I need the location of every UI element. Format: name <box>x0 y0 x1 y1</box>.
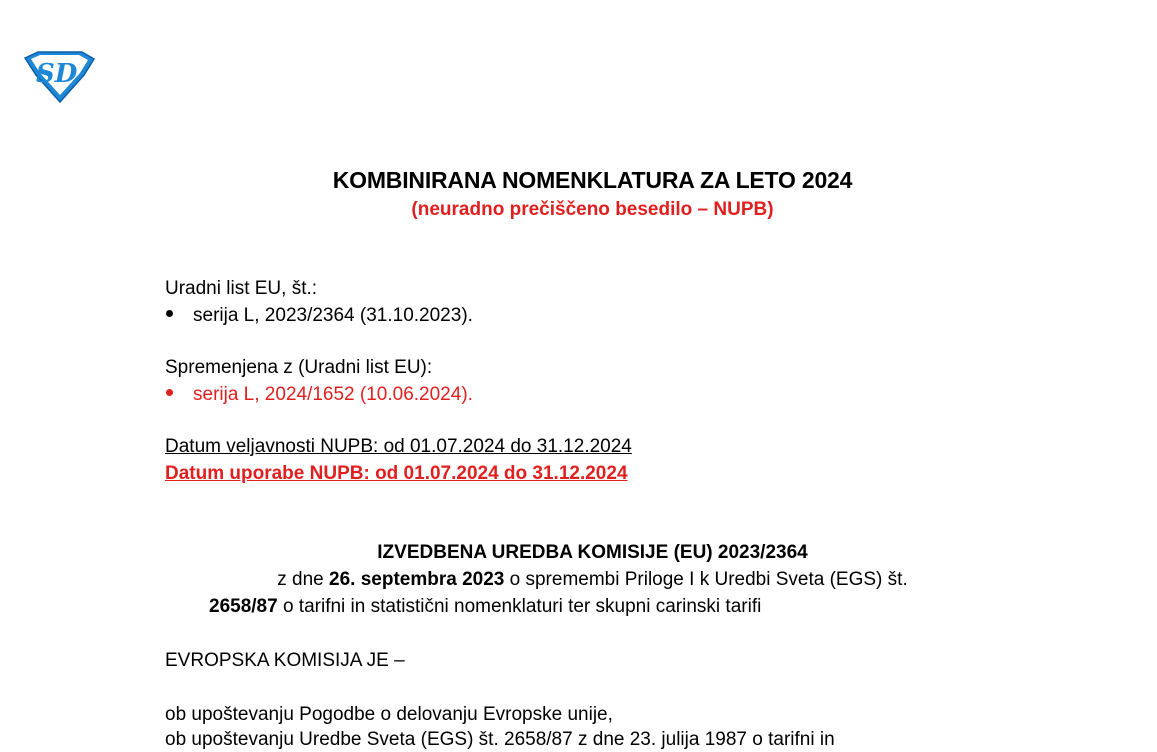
official-journal-label: Uradni list EU, št.: <box>165 278 318 299</box>
bullet-icon <box>166 389 173 396</box>
bullet-icon <box>166 310 173 317</box>
amended-item: serija L, 2024/1652 (10.06.2024). <box>165 383 473 407</box>
regulation-date-line: z dne 26. septembra 2023 o spremembi Priloge I k Uredbi Sveta (EGS) št. <box>277 569 908 590</box>
amended-label: Spremenjena z (Uradni list EU): <box>165 357 433 378</box>
regulation-title: IZVEDBENA UREDBA KOMISIJE (EU) 2023/2364 <box>377 542 808 563</box>
document-title: KOMBINIRANA NOMENKLATURA ZA LETO 2024 <box>332 167 853 193</box>
recital-1: ob upoštevanju Pogodbe o delovanju Evropske unije, <box>165 704 613 725</box>
validity-date: Datum veljavnosti NUPB: od 01.07.2024 do 31.12.2024 <box>165 436 632 457</box>
regulation-subject-line: 2658/87 o tarifni in statistični nomenklaturi ter skupni carinski tarifi <box>209 596 762 617</box>
svg-text:SD: SD <box>36 59 78 89</box>
document-subtitle: (neuradno prečiščeno besedilo – NUPB) <box>411 199 774 220</box>
official-journal-item: serija L, 2023/2364 (31.10.2023). <box>165 304 473 328</box>
commission-line: EVROPSKA KOMISIJA JE – <box>165 650 405 671</box>
recital-2: ob upoštevanju Uredbe Sveta (EGS) št. 2658/87 z dne 23. julija 1987 o tarifni in <box>165 729 835 750</box>
sd-shield-logo-icon <box>22 49 96 103</box>
use-date: Datum uporabe NUPB: od 01.07.2024 do 31.12.2024 <box>165 463 628 484</box>
